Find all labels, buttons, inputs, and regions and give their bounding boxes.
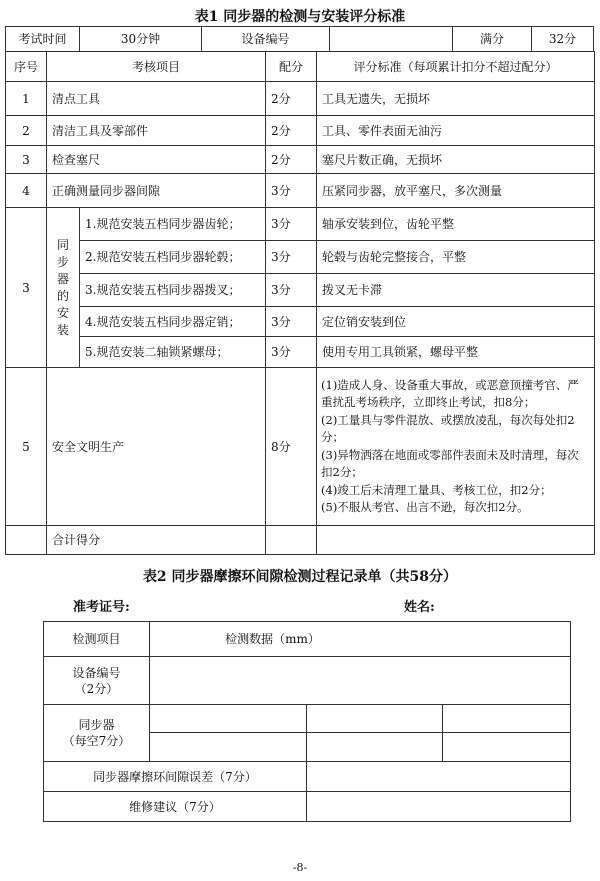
row5-no: 5: [6, 368, 47, 526]
total-criteria-cell: [317, 526, 595, 555]
sync-blank[interactable]: [443, 705, 571, 733]
row-score: 3分: [266, 174, 317, 208]
sub-item: 5.规范安装二轴锁紧螺母；: [80, 337, 266, 368]
group3-row: [6, 337, 595, 368]
row5-item: 安全文明生产: [47, 368, 266, 526]
sub-score: 3分: [266, 307, 317, 337]
device-label-cell: [44, 657, 150, 705]
row5: [6, 368, 595, 526]
row-score: 2分: [266, 82, 317, 116]
row-score: 2分: [266, 116, 317, 146]
sub-item: 4.规范安装五档同步器定销；: [80, 307, 266, 337]
col-criteria-header: 评分标准（每项累计扣分不超过配分）: [317, 52, 595, 82]
table2: [43, 621, 571, 822]
sub-item: 2.规范安装五档同步器轮毂；: [80, 241, 266, 274]
group3-no: 3: [6, 208, 47, 368]
error-label: 同步器摩擦环间隙误差（7分）: [44, 762, 307, 792]
sync-blank[interactable]: [150, 705, 307, 733]
group3-row: [6, 241, 595, 274]
sub-score: 3分: [266, 208, 317, 241]
table-row: [6, 174, 595, 208]
device-score: （2分）: [74, 681, 119, 696]
group3-row-1: [6, 208, 595, 241]
full-score-label-cell: 满分: [453, 27, 532, 51]
table1-columns-row: [6, 52, 595, 82]
row-score: 2分: [266, 146, 317, 174]
advice-row: [44, 792, 571, 822]
sub-item: 1.规范安装五档同步器齿轮；: [80, 208, 266, 241]
table-row: [6, 146, 595, 174]
error-row: [44, 762, 571, 792]
sub-score: 3分: [266, 337, 317, 368]
group3-category: [47, 208, 80, 368]
category-char: 同: [56, 237, 69, 252]
total-row: [6, 526, 595, 555]
sync-blank[interactable]: [307, 733, 443, 762]
sync-row-1: [44, 705, 571, 733]
category-char: 装: [56, 322, 69, 337]
sync-blank[interactable]: [150, 733, 307, 762]
row-no: 3: [6, 146, 47, 174]
full-score-value-cell: 32分: [548, 32, 577, 46]
sync-score: （每空7分）: [62, 734, 131, 748]
table2-header-item: 检测项目: [44, 622, 150, 657]
category-char: 器: [56, 271, 69, 286]
total-score-cell: [266, 526, 317, 555]
sub-criteria: 使用专用工具锁紧，螺母平整: [317, 337, 595, 368]
criteria-line: (4)竣工后未清理工量具、考核工位，扣2分；: [321, 482, 552, 497]
group3-row: [6, 274, 595, 307]
sub-criteria: 拨叉无卡滞: [317, 274, 595, 307]
exam-time-value-cell: 30分钟: [80, 27, 202, 51]
device-row: [44, 657, 571, 705]
criteria-line: (5)不服从考官、出言不逊，每次扣2分。: [321, 500, 529, 514]
category-char: 的: [56, 288, 69, 303]
sub-criteria: 轮毂与齿轮完整接合，平整: [317, 241, 595, 274]
exam-id-label: 准考证号:: [73, 600, 130, 615]
total-label: 合计得分: [47, 526, 266, 555]
device-label: 设备编号: [72, 665, 121, 680]
sync-label-cell: [44, 705, 150, 762]
table2-header-row: [44, 622, 571, 657]
row-criteria: 工具无遗失，无损坏: [317, 82, 595, 116]
name-label: 姓名:: [404, 600, 435, 615]
col-no-header: 序号: [6, 52, 47, 82]
page-number: -8-: [292, 861, 308, 874]
device-input[interactable]: [150, 657, 571, 705]
sync-label: 同步器: [78, 718, 115, 732]
row-item: 清洁工具及零部件: [47, 116, 266, 146]
table1-title: 表1 同步器的检测与安装评分标准: [194, 9, 406, 25]
criteria-line: (2)工量具与零件混放、或摆放凌乱，每次每处扣2分；: [321, 412, 575, 444]
group3-row: [6, 307, 595, 337]
sync-blank[interactable]: [307, 705, 443, 733]
table-row: [6, 116, 595, 146]
category-char: 步: [56, 254, 69, 269]
row-item: 清点工具: [47, 82, 266, 116]
sub-score: 3分: [266, 241, 317, 274]
criteria-line: (1)造成人身、设备重大事故，或恶意顶撞考官、严重扰乱考场秩序，立即终止考试，扣8分；: [321, 377, 579, 409]
criteria-line: (3)异物洒落在地面或零部件表面未及时清理，每次扣2分；: [321, 447, 579, 479]
sync-blank[interactable]: [443, 733, 571, 762]
table2-title: 表2 同步器摩擦环间隙检测过程记录单（共58分）: [142, 569, 458, 585]
row5-criteria: [317, 368, 595, 526]
category-char: 安: [56, 305, 69, 320]
device-no-label-cell: 设备编号: [202, 27, 330, 51]
table-row: [6, 82, 595, 116]
col-item-header: 考核项目: [47, 52, 266, 82]
row-criteria: 压紧同步器，放平塞尺，多次测量: [317, 174, 595, 208]
error-input[interactable]: [307, 762, 571, 792]
sub-criteria: 定位销安装到位: [317, 307, 595, 337]
row-no: 2: [6, 116, 47, 146]
col-score-header: 配分: [266, 52, 317, 82]
row-criteria: 工具、零件表面无油污: [317, 116, 595, 146]
sub-score: 3分: [266, 274, 317, 307]
table1-header-bar: [5, 26, 594, 52]
total-no-cell: [6, 526, 47, 555]
row-no: 4: [6, 174, 47, 208]
row-item: 检查塞尺: [47, 146, 266, 174]
sub-item: 3.规范安装五档同步器拨叉；: [80, 274, 266, 307]
device-no-value-cell: [330, 27, 453, 51]
row-item: 正确测量同步器间隙: [47, 174, 266, 208]
row-no: 1: [6, 82, 47, 116]
sub-criteria: 轴承安装到位，齿轮平整: [317, 208, 595, 241]
exam-time-label-cell: 考试时间: [6, 27, 80, 51]
row5-score: 8分: [266, 368, 317, 526]
advice-input[interactable]: [307, 792, 571, 822]
advice-label: 维修建议（7分）: [44, 792, 307, 822]
row-criteria: 塞尺片数正确，无损坏: [317, 146, 595, 174]
table1-body: [5, 51, 595, 555]
table2-header-data: 检测数据（mm）: [150, 622, 571, 657]
